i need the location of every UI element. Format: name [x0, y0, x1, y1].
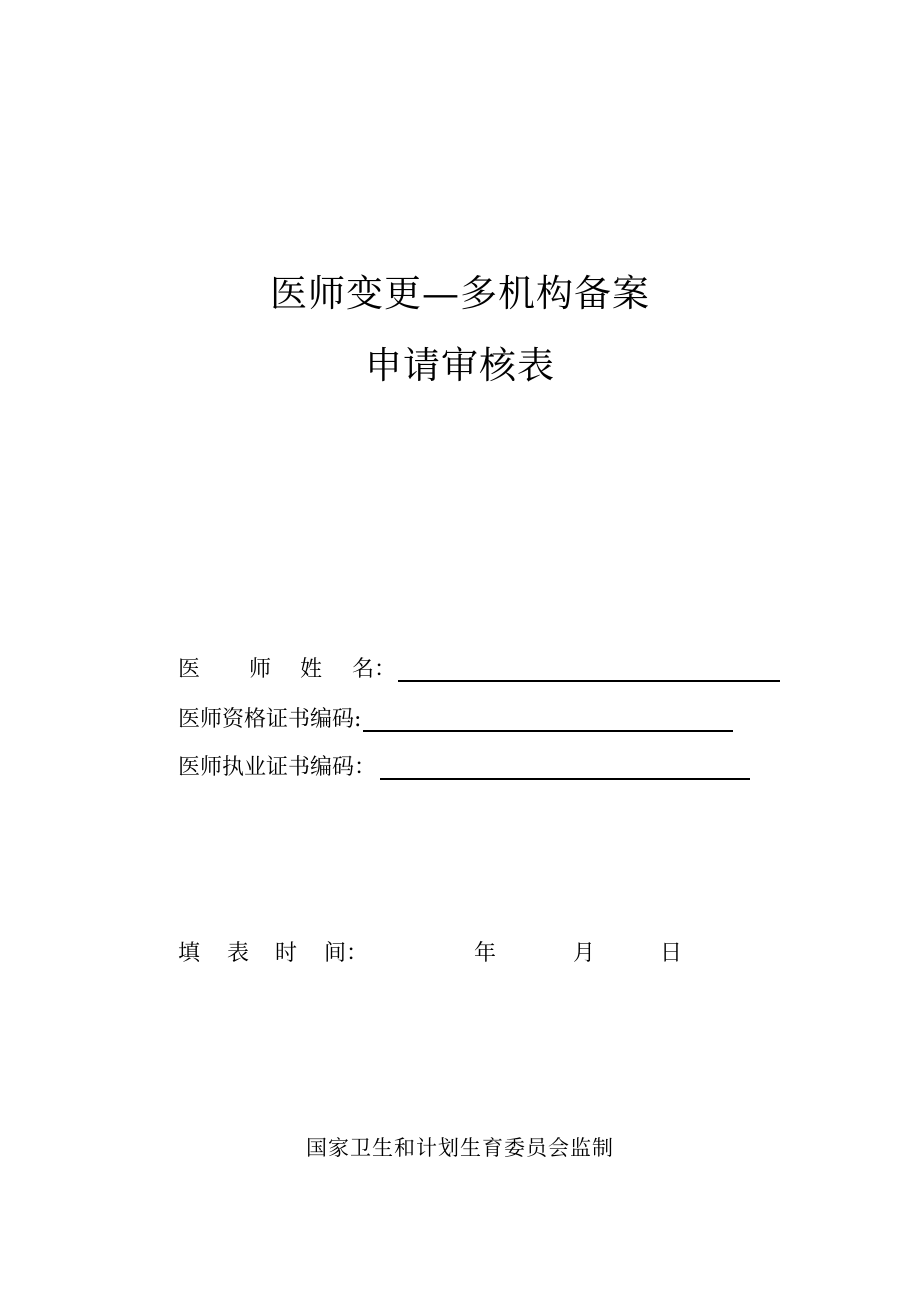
- fill-date-label-char: 表: [227, 941, 250, 966]
- doctor-name-row: [178, 652, 780, 684]
- doctor-name-label-char: 名：: [352, 657, 397, 682]
- qualification-cert-field[interactable]: [363, 706, 733, 732]
- document-subtitle: 申请审核表: [365, 344, 555, 387]
- doctor-name-label: [178, 656, 396, 684]
- practice-cert-label: 医师执业证书编码：: [178, 755, 377, 780]
- practice-cert-row: [178, 750, 750, 782]
- qualification-cert-row: [178, 702, 733, 734]
- doctor-name-label-char: 师: [249, 657, 272, 682]
- document-title: 医师变更—多机构备案: [270, 272, 650, 315]
- doctor-name-field[interactable]: [398, 656, 780, 682]
- practice-cert-field[interactable]: [380, 754, 750, 780]
- issuer-footer: 国家卫生和计划生育委员会监制: [306, 1136, 614, 1160]
- doctor-name-label-char: 姓: [300, 657, 323, 682]
- fill-date-month-label: 月: [573, 941, 596, 966]
- fill-date-label-char: 填: [178, 941, 201, 966]
- doctor-name-label-char: 医: [178, 657, 201, 682]
- fill-date-label-char: 间：: [324, 941, 369, 966]
- fill-date-row: [178, 940, 738, 970]
- fill-date-day-label: 日: [660, 941, 683, 966]
- qualification-cert-label: 医师资格证书编码:: [178, 707, 362, 732]
- fill-date-label-char: 时: [275, 941, 298, 966]
- fill-date-year-label: 年: [474, 941, 497, 966]
